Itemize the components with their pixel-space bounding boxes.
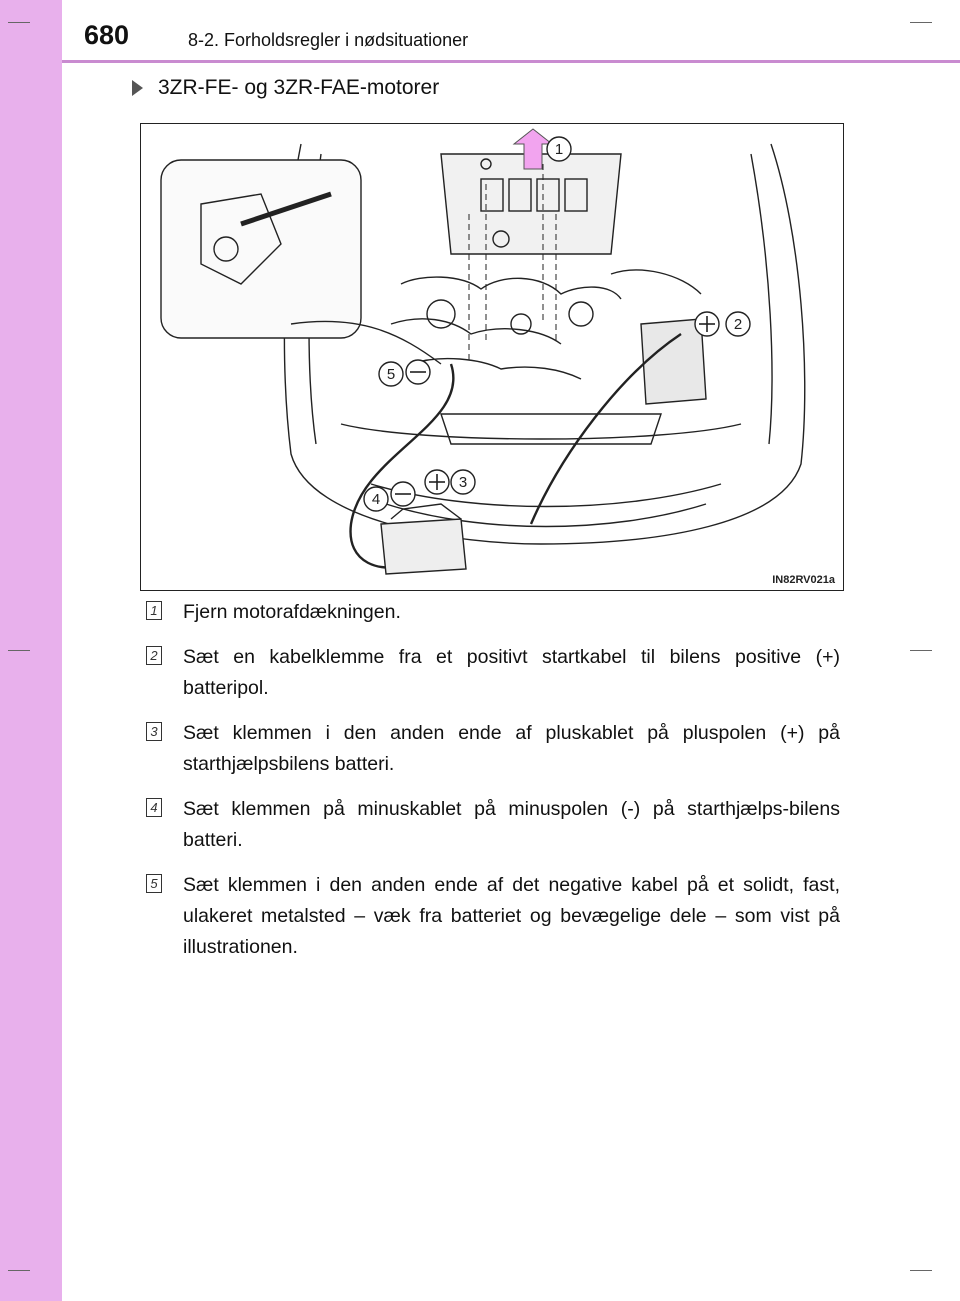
- step-text: Sæt klemmen på minuskablet på minuspolen (-) på starthjælps-bilens batteri.: [183, 798, 840, 851]
- step-list: [146, 597, 840, 977]
- step-number: 1: [146, 601, 162, 620]
- callout-5-label: 5: [386, 366, 396, 383]
- subheading-text: 3ZR-FE- og 3ZR-FAE-motorer: [158, 76, 440, 99]
- crop-mark: [8, 650, 30, 651]
- engine-illustration: [140, 123, 844, 591]
- step-text: Sæt klemmen i den anden ende af pluskablet på pluspolen (+) på starthjælpsbilens batteri.: [183, 722, 840, 775]
- callout-4-label: 4: [371, 491, 381, 508]
- step-item: [146, 794, 840, 856]
- step-text: Fjern motorafdækningen.: [183, 601, 401, 623]
- figure-code: IN82RV021a: [772, 574, 835, 586]
- triangle-bullet-icon: [132, 80, 143, 96]
- crop-mark: [8, 22, 30, 23]
- step-item: [146, 597, 840, 628]
- step-item: [146, 642, 840, 704]
- header-rule: [62, 60, 960, 63]
- step-number: 3: [146, 722, 162, 741]
- engine-bay-drawing: [141, 124, 845, 592]
- step-item: [146, 870, 840, 963]
- callout-1-label: 1: [554, 141, 564, 158]
- subheading: [132, 76, 439, 100]
- crop-mark: [8, 1270, 30, 1271]
- crop-mark: [910, 22, 932, 23]
- step-text: Sæt en kabelklemme fra et positivt startkabel til bilens positive (+) batteripol.: [183, 646, 840, 699]
- step-number: 2: [146, 646, 162, 665]
- callout-3-label: 3: [458, 474, 468, 491]
- crop-mark: [910, 1270, 932, 1271]
- crop-mark: [910, 650, 932, 651]
- page-number: 680: [84, 20, 130, 50]
- section-title: 8-2. Forholdsregler i nødsituationer: [188, 30, 469, 50]
- callout-2-label: 2: [733, 316, 743, 333]
- step-number: 4: [146, 798, 162, 817]
- step-text: Sæt klemmen i den anden ende af det negative kabel på et solidt, fast, ulakeret metalsted – væk fra batteriet og bevægelige dele – som vist på illustrationen.: [183, 874, 840, 958]
- step-item: [146, 718, 840, 780]
- step-number: 5: [146, 874, 162, 893]
